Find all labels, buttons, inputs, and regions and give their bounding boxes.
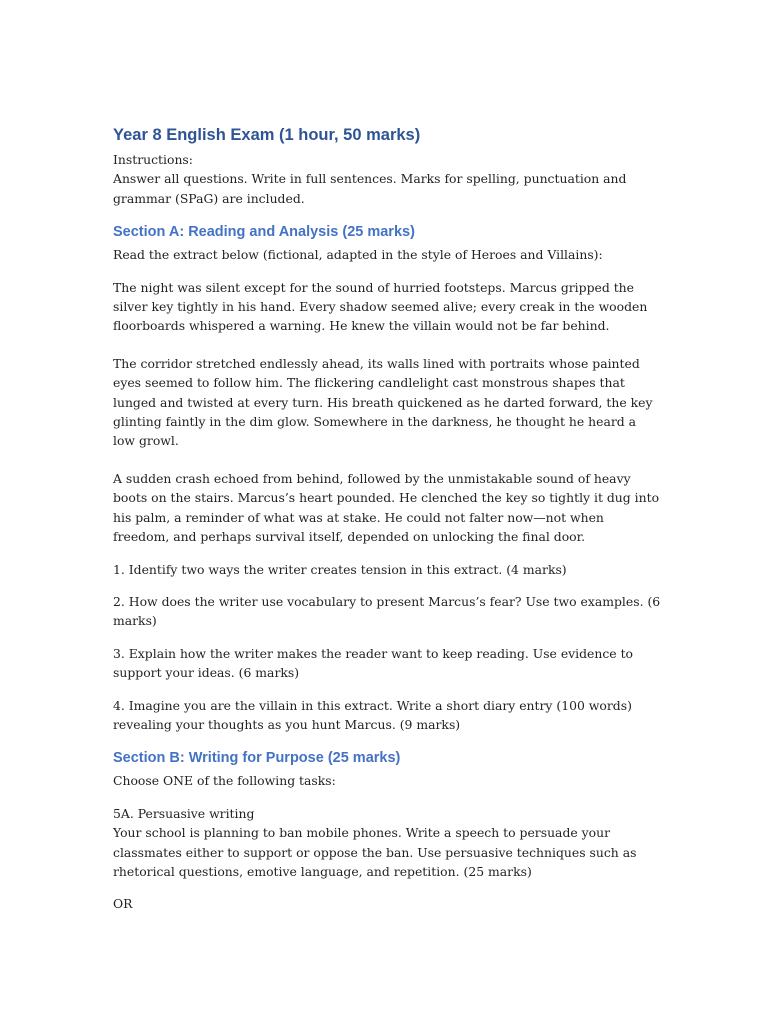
- section-b-intro: Choose ONE of the following tasks:: [113, 773, 336, 789]
- question-1: 1. Identify two ways the writer creates tension in this extract. (4 marks): [113, 561, 567, 577]
- instructions-label: Instructions:: [113, 152, 193, 167]
- task-5a-title: 5A. Persuasive writing: [113, 805, 255, 821]
- extract-paragraph-1: The night was silent except for the sound of hurried footsteps. Marcus gripped the silver key tightly in his hand. Every shadow seemed alive; every creak in the wooden floorboards whispered a warning. He knew the villain would not be far behind.: [113, 279, 648, 334]
- question-2: 2. How does the writer use vocabulary to present Marcus’s fear? Use two examples. (6 marks): [113, 593, 661, 629]
- task-5a-text: Your school is planning to ban mobile phones. Write a speech to persuade your classmates either to support or oppose the ban. Use persuasive techniques such as rhetorical questions, emotive language, and repetition. (25 marks): [113, 825, 637, 879]
- extract-paragraph-3: A sudden crash echoed from behind, followed by the unmistakable sound of heavy boots on the stairs. Marcus’s heart pounded. He clenched the key so tightly it dug into his palm, a reminder of what was at stake. He could not falter now—not when freedom, and perhaps survival itself, depended on unlocking the final door.: [113, 470, 660, 545]
- section-a-heading: Section A: Reading and Analysis (25 marks): [113, 224, 415, 241]
- exam-document: [113, 120, 661, 914]
- question-3: 3. Explain how the writer makes the reader want to keep reading. Use evidence to support your ideas. (6 marks): [113, 645, 634, 681]
- instructions-text: Answer all questions. Write in full sentences. Marks for spelling, punctuation and grammar (SPaG) are included.: [113, 171, 627, 206]
- extract-paragraph-2: The corridor stretched endlessly ahead, its walls lined with portraits whose painted eyes seemed to follow him. The flickering candlelight cast monstrous shapes that lunged and twisted at every turn. His breath quickened as he darted forward, the key glinting faintly in the dim glow. Somewhere in the darkness, he thought he heard a low growl.: [113, 355, 653, 449]
- exam-title: Year 8 English Exam (1 hour, 50 marks): [113, 126, 421, 144]
- question-4: 4. Imagine you are the villain in this extract. Write a short diary entry (100 words) revealing your thoughts as you hunt Marcus. (9 marks): [113, 697, 632, 732]
- section-b-heading: Section B: Writing for Purpose (25 marks): [113, 750, 401, 767]
- or-label: OR: [113, 896, 133, 912]
- section-a-intro: Read the extract below (fictional, adapted in the style of Heroes and Villains):: [113, 247, 603, 263]
